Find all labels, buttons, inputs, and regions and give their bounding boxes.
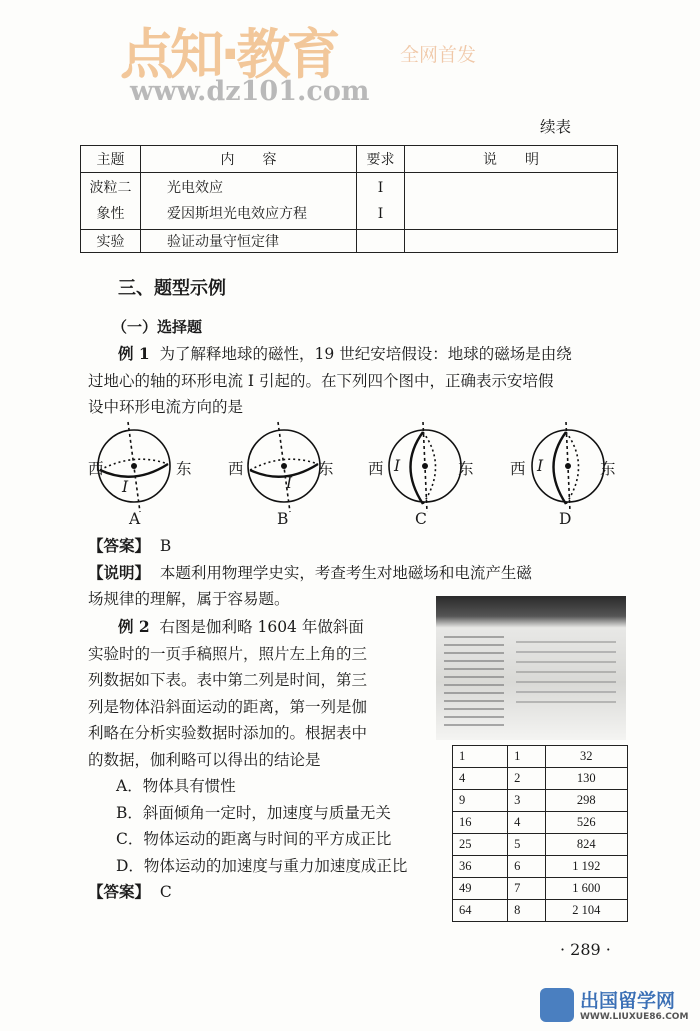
question-line: 列数据如下表。表中第二列是时间，第三 <box>88 671 368 689</box>
table-cell: 1 <box>453 746 508 768</box>
table-cell: 64 <box>453 900 508 922</box>
question-line: 设中环形电流方向的是 <box>88 398 244 416</box>
content-item: 爱因斯坦光电效应方程 <box>167 206 307 222</box>
watermark-logo: 点知·教育 <box>120 23 337 86</box>
table-row <box>453 900 628 922</box>
table-row <box>453 812 628 834</box>
table-cell: 526 <box>545 812 627 834</box>
notes-cell <box>405 173 618 230</box>
continued-label: 续表 <box>540 118 572 136</box>
table-cell: 9 <box>453 790 508 812</box>
west-label: 西 <box>228 460 244 478</box>
requirement <box>357 230 405 253</box>
table-cell: 2 104 <box>545 900 627 922</box>
table-row <box>453 746 628 768</box>
logo-name: 出国留学网 <box>580 990 676 1012</box>
table-cell: 2 <box>508 768 545 790</box>
question-line: 的数据，伽利略可以得出的结论是 <box>88 750 321 769</box>
table-cell: 8 <box>508 900 545 922</box>
question-line: 实验时的一页手稿照片，照片左上角的三 <box>88 644 368 663</box>
table-cell: 1 <box>508 746 545 768</box>
watermark-url: www.dz101.com <box>130 76 370 107</box>
header-content: 内 容 <box>141 146 357 173</box>
table-cell: 5 <box>508 834 545 856</box>
logo-url: WWW.LIUXUE86.COM <box>580 1012 689 1022</box>
answer-value: C <box>159 883 172 901</box>
table-cell: 49 <box>453 878 508 900</box>
table-cell: 4 <box>453 768 508 790</box>
table-cell: 7 <box>508 878 545 900</box>
option-label-c: C <box>415 510 427 528</box>
table-cell: 298 <box>545 790 627 812</box>
current-label: I <box>122 478 129 496</box>
header-requirement: 要求 <box>357 146 405 173</box>
table-cell: 36 <box>453 856 508 878</box>
answer-label: 【答案】 <box>88 536 151 555</box>
example1-label: 例 1 <box>118 344 150 363</box>
example2-label: 例 2 <box>118 617 150 636</box>
example1-question <box>88 341 628 421</box>
table-row <box>81 230 618 253</box>
topic: 波粒二 <box>89 180 132 196</box>
table-row <box>81 173 618 230</box>
logo-icon <box>540 988 574 1022</box>
table-row <box>453 834 628 856</box>
question-line: 过地心的轴的环形电流 I 引起的。在下列四个图中，正确表示安培假 <box>88 371 554 390</box>
content-item: 光电效应 <box>167 180 223 196</box>
table-cell: 6 <box>508 856 545 878</box>
topic: 实验 <box>81 230 141 253</box>
section-title: 三、题型示例 <box>118 278 226 299</box>
explain-line: 本题利用物理学史实，考查考生对地磁场和电流产生磁 <box>159 563 532 582</box>
current-label: I <box>537 457 544 475</box>
west-label: 西 <box>510 460 526 478</box>
current-label: I <box>286 474 293 492</box>
east-label: 东 <box>600 460 616 478</box>
table-cell: 3 <box>508 790 545 812</box>
header-topic: 主题 <box>81 146 141 173</box>
subsection-title: （一）选择题 <box>112 318 203 336</box>
question-line: 右图是伽利略 1604 年做斜面 <box>159 618 364 636</box>
manuscript-photo <box>436 596 626 740</box>
table-cell: 25 <box>453 834 508 856</box>
option-b: B．斜面倾角一定时，加速度与质量无关 <box>116 803 391 822</box>
content-item: 验证动量守恒定律 <box>141 230 357 253</box>
option-d: D．物体运动的加速度与重力加速度成正比 <box>116 856 408 875</box>
footer-logo <box>540 988 695 1028</box>
answer-value: B <box>159 537 172 555</box>
table-row <box>453 878 628 900</box>
question-line: 列是物体沿斜面运动的距离，第一列是伽 <box>88 697 368 716</box>
option-label-d: D <box>559 510 572 528</box>
table-cell: 1 600 <box>545 878 627 900</box>
topic: 象性 <box>96 206 125 222</box>
west-label: 西 <box>368 460 384 478</box>
table-row <box>453 790 628 812</box>
table-cell: 1 192 <box>545 856 627 878</box>
header-notes: 说 明 <box>405 146 618 173</box>
table-row <box>453 856 628 878</box>
table-cell: 32 <box>545 746 627 768</box>
table-cell: 824 <box>545 834 627 856</box>
explain-line: 场规律的理解，属于容易题。 <box>88 590 290 608</box>
table-cell: 130 <box>545 768 627 790</box>
example2-question <box>88 614 433 906</box>
explain-label: 【说明】 <box>88 562 151 582</box>
option-c: C．物体运动的距离与时间的平方成正比 <box>116 830 392 848</box>
east-label: 东 <box>176 460 192 478</box>
syllabus-table <box>80 145 618 253</box>
option-label-a: A <box>129 510 141 528</box>
east-label: 东 <box>458 460 474 478</box>
east-label: 东 <box>318 460 334 478</box>
current-label: I <box>394 457 401 475</box>
question-line: 利略在分析实验数据时添加的。根据表中 <box>88 724 368 742</box>
option-label-b: B <box>277 510 289 528</box>
table-row <box>453 768 628 790</box>
watermark-tag: 全网首发 <box>400 44 477 66</box>
table-cell: 4 <box>508 812 545 834</box>
notes-cell <box>405 230 618 253</box>
question-line: 为了解释地球的磁性，19 世纪安培假设：地球的磁场是由绕 <box>159 345 572 363</box>
west-label: 西 <box>88 460 104 478</box>
requirement: I <box>377 180 384 196</box>
page-number: · 289 · <box>560 940 611 959</box>
galileo-data-table <box>452 745 628 922</box>
requirement: I <box>377 206 384 222</box>
option-a: A．物体具有惯性 <box>116 777 236 795</box>
table-cell: 16 <box>453 812 508 834</box>
answer-label: 【答案】 <box>88 882 151 901</box>
